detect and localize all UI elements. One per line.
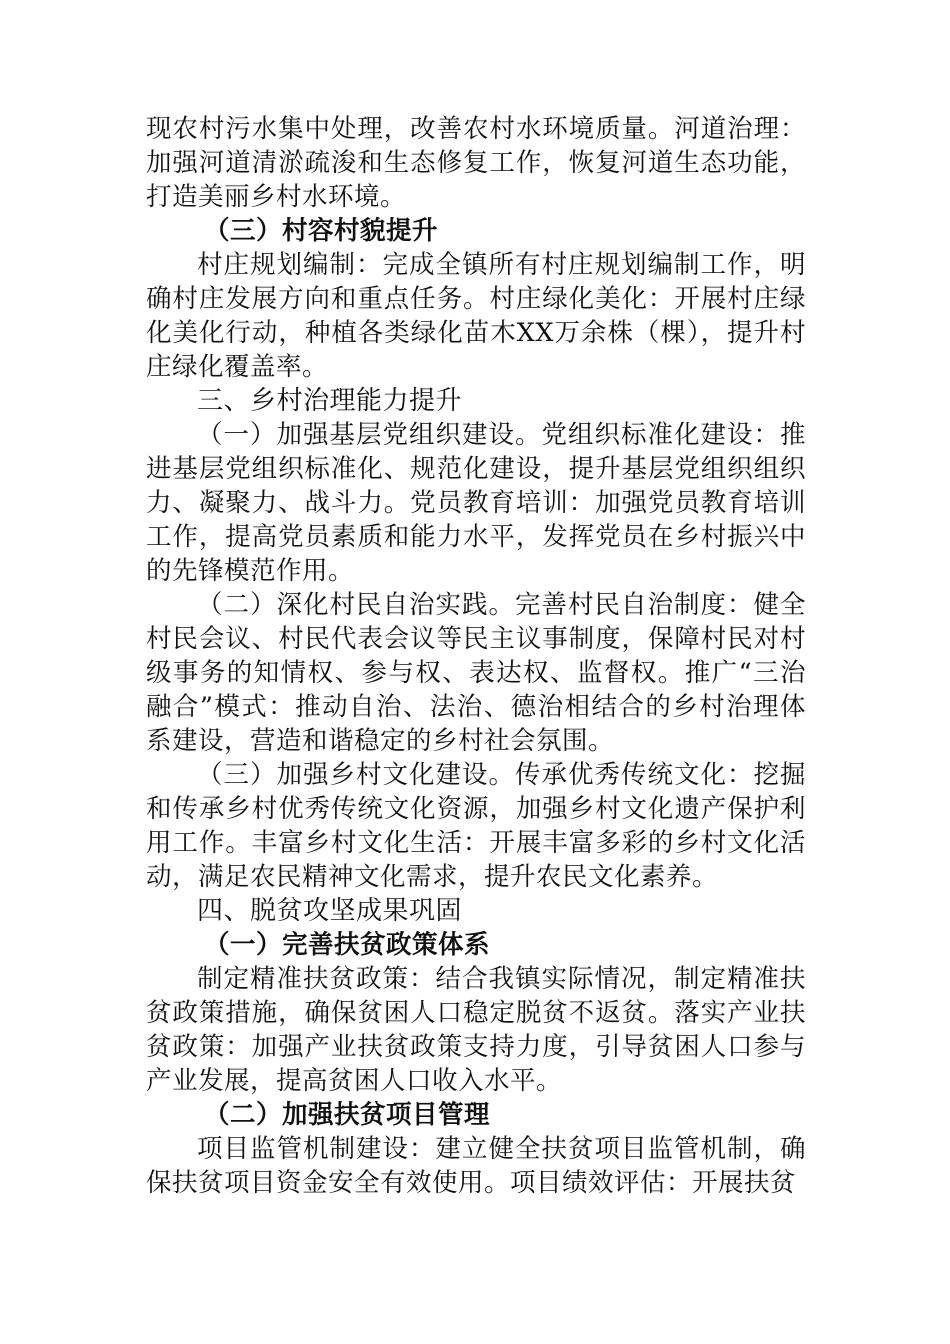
document-page <box>146 112 806 1200</box>
subsection-heading: （三）村容村貌提升 <box>204 216 439 246</box>
subsection-heading: （一）完善扶贫政策体系 <box>204 930 491 960</box>
paragraph: （一）加强基层党组织建设。党组织标准化建设：推进基层党组织标准化、规范化建设，提升基层党组织组织力、凝聚力、战斗力。党员教育培训：加强党员教育培训工作，提高党员素质和能力水平，发挥党员在乡村振兴中的先锋模范作用。 <box>146 420 806 586</box>
paragraph: （二）深化村民自治实践。完善村民自治制度：健全村民会议、村民代表会议等民主议事制度，保障村民对村级事务的知情权、参与权、表达权、监督权。推广“三治融合”模式：推动自治、法治、德治相结合的乡村治理体系建设，营造和谐稳定的乡村社会氛围。 <box>146 590 806 756</box>
paragraph: 现农村污水集中处理，改善农村水环境质量。河道治理：加强河道清淤疏浚和生态修复工作，恢复河道生态功能，打造美丽乡村水环境。 <box>146 114 806 212</box>
paragraph: 村庄规划编制：完成全镇所有村庄规划编制工作，明确村庄发展方向和重点任务。村庄绿化美化：开展村庄绿化美化行动，种植各类绿化苗木XX万余株（棵），提升村庄绿化覆盖率。 <box>146 250 806 382</box>
section-heading: 四、脱贫攻坚成果巩固 <box>197 896 463 926</box>
subsection-heading: （二）加强扶贫项目管理 <box>204 1100 491 1130</box>
section-heading: 三、乡村治理能力提升 <box>197 386 463 416</box>
paragraph: （三）加强乡村文化建设。传承优秀传统文化：挖掘和传承乡村优秀传统文化资源，加强乡村文化遗产保护利用工作。丰富乡村文化生活：开展丰富多彩的乡村文化活动，满足农民精神文化需求，提升农民文化素养。 <box>146 760 806 892</box>
paragraph: 制定精准扶贫政策：结合我镇实际情况，制定精准扶贫政策措施，确保贫困人口稳定脱贫不返贫。落实产业扶贫政策：加强产业扶贫政策支持力度，引导贫困人口参与产业发展，提高贫困人口收入水平。 <box>146 964 806 1096</box>
paragraph: 项目监管机制建设：建立健全扶贫项目监管机制，确保扶贫项目资金安全有效使用。项目绩效评估：开展扶贫 <box>146 1134 806 1198</box>
